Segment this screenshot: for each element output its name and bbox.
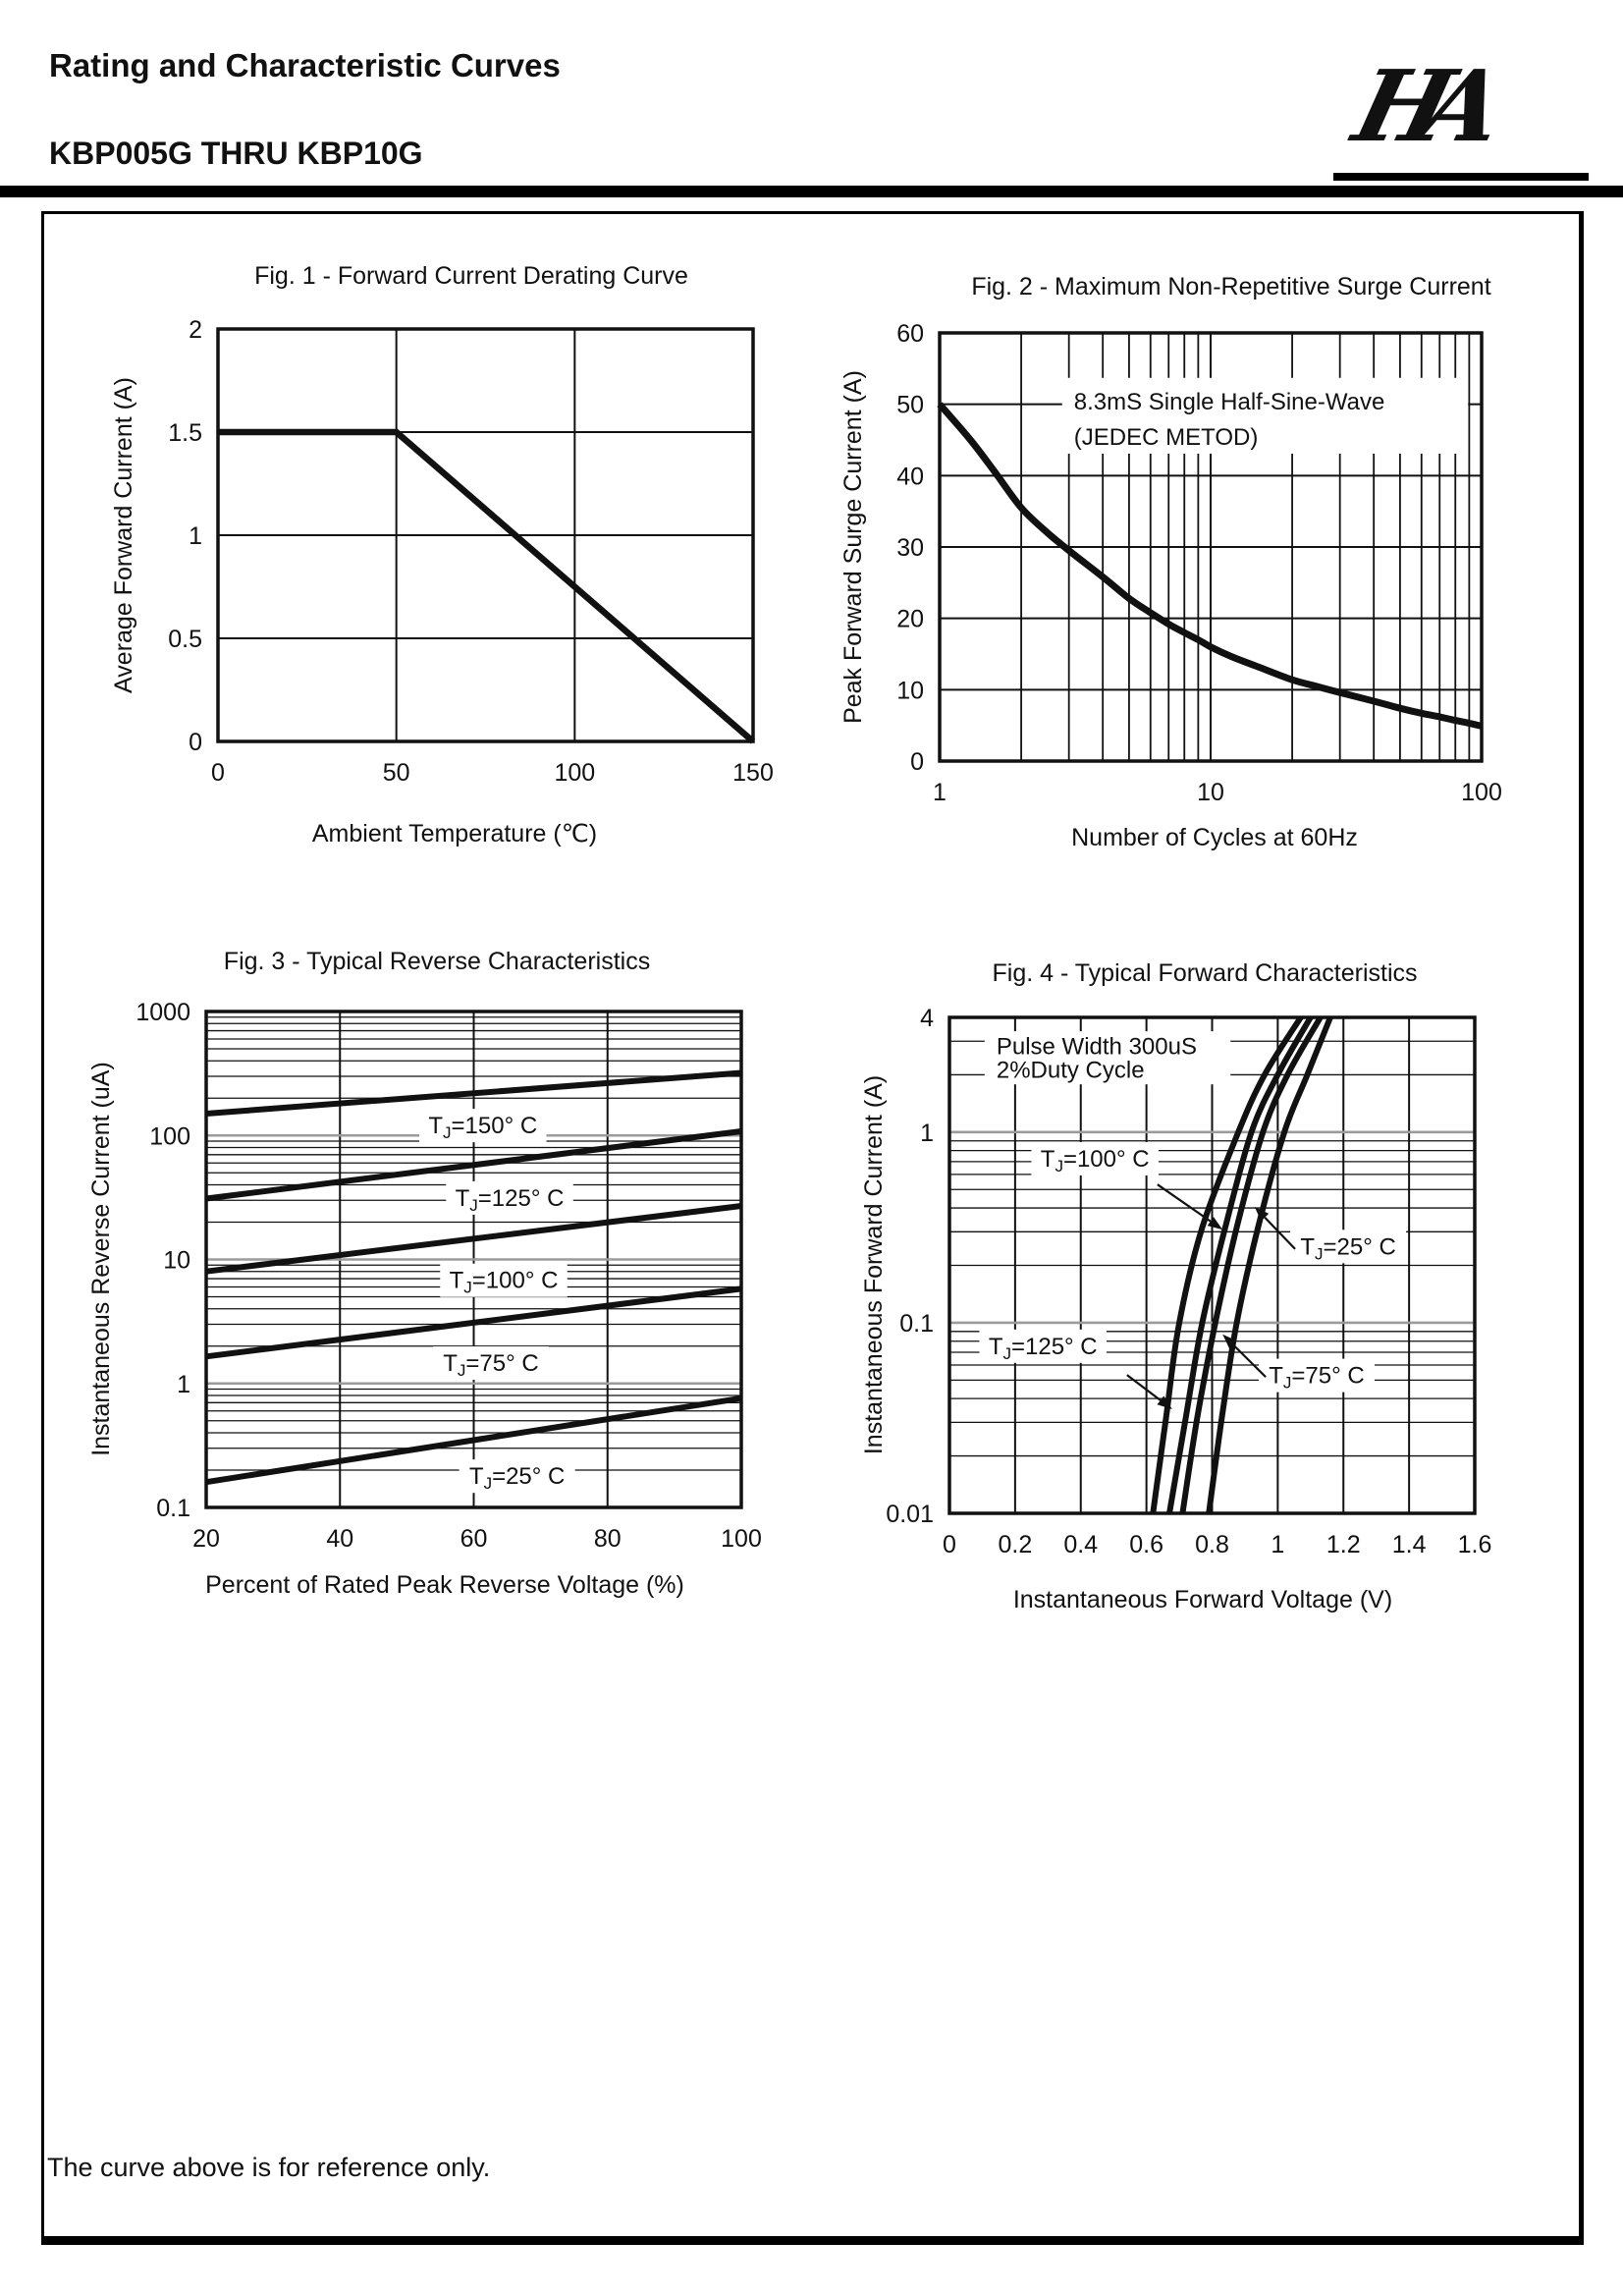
fig3-y-tick: 10 — [163, 1246, 190, 1275]
fig4-grid — [949, 1017, 1475, 1513]
fig1-y-tick: 0 — [189, 729, 202, 756]
fig4-arrow-line — [1127, 1375, 1161, 1400]
logo-underline — [1333, 173, 1589, 181]
fig4-label-75: $T_J=75^\circ$ C — [1269, 1362, 1365, 1393]
fig4-annotation-line: 2%Duty Cycle — [996, 1057, 1145, 1084]
fig3-title: Fig. 3 - Typical Reverse Characteristics — [223, 948, 651, 975]
fig1-y-tick: 1.5 — [168, 419, 202, 447]
fig4-label-125: $T_J=125^\circ$ C — [988, 1333, 1098, 1363]
fig1-title: Fig. 1 - Forward Current Derating Curve — [254, 262, 688, 290]
fig1-y-tick: 2 — [189, 316, 202, 344]
fig2-ylabel: Peak Forward Surge Current (A) — [839, 370, 867, 724]
fig3-x-tick: 20 — [192, 1525, 220, 1553]
fig3-x-tick: 100 — [721, 1525, 762, 1553]
fig4-x-tick: 1.2 — [1325, 1531, 1361, 1558]
header-rule — [0, 186, 1623, 197]
fig1-y-tick: 0.5 — [168, 626, 202, 653]
page-title: Rating and Characteristic Curves — [49, 47, 561, 83]
fig2-title: Fig. 2 - Maximum Non-Repetitive Surge Current — [971, 273, 1491, 301]
fig1-y-tick: 1 — [189, 522, 202, 550]
fig1-x-tick: 50 — [382, 759, 410, 787]
fig4-x-tick: 1.6 — [1457, 1531, 1492, 1558]
fig3-label-100: $T_J=100^\circ$ C — [449, 1267, 559, 1297]
fig4-y-tick: 4 — [920, 1005, 934, 1032]
fig4-x-tick: 0.2 — [998, 1531, 1033, 1558]
fig2-annotation-line: (JEDEC METOD) — [1073, 423, 1259, 451]
fig4-x-tick: 0.4 — [1063, 1531, 1099, 1558]
fig2-x-tick: 1 — [933, 779, 947, 806]
fig2-xlabel: Number of Cycles at 60Hz — [1071, 824, 1358, 851]
fig1-x-tick: 0 — [211, 759, 225, 787]
fig4-xlabel: Instantaneous Forward Voltage (V) — [1012, 1586, 1393, 1613]
fig3-y-tick: 1 — [177, 1370, 190, 1398]
fig4-y-tick: 0.1 — [899, 1309, 934, 1338]
fig1-x-tick: 100 — [554, 759, 596, 787]
fig1-curve-max-average-forward-current — [218, 432, 753, 741]
fig3-x-tick: 40 — [326, 1525, 354, 1553]
fig4-ylabel: Instantaneous Forward Current (A) — [860, 1074, 888, 1455]
fig3-y-tick: 0.1 — [156, 1495, 190, 1522]
fig2-x-tick: 10 — [1197, 779, 1224, 806]
fig1-x-tick: 150 — [732, 759, 774, 787]
reference-note: The curve above is for reference only. — [47, 2153, 491, 2182]
fig3-x-tick: 60 — [460, 1525, 488, 1553]
fig4-title: Fig. 4 - Typical Forward Characteristics — [992, 959, 1418, 987]
fig3-label-125: $T_J=125^\circ$ C — [455, 1184, 565, 1215]
fig1-ylabel: Average Forward Current (A) — [110, 377, 137, 693]
fig2-y-tick: 0 — [910, 748, 924, 776]
fig2-annotation-line: 8.3mS Single Half-Sine-Wave — [1073, 389, 1385, 416]
fig2-y-tick: 10 — [896, 677, 924, 705]
fig2-y-tick: 20 — [896, 605, 924, 633]
part-range-title: KBP005G THRU KBP10G — [49, 136, 423, 171]
fig3-label-75: $T_J=75^\circ$ C — [443, 1350, 539, 1381]
fig3-ylabel: Instantaneous Reverse Current (uA) — [87, 1062, 115, 1456]
fig4-annotation-line: Pulse Width 300uS — [996, 1033, 1197, 1061]
fig4-y-tick: 1 — [920, 1119, 934, 1147]
fig1-grid — [218, 329, 753, 741]
fig2-y-tick: 60 — [896, 320, 924, 348]
fig4-chart — [839, 903, 1623, 1669]
fig4-x-tick: 0.6 — [1129, 1531, 1164, 1558]
fig4-y-tick: 0.01 — [886, 1501, 934, 1528]
fig3-xlabel: Percent of Rated Peak Reverse Voltage (%) — [205, 1571, 684, 1599]
fig4-x-tick: 0.8 — [1195, 1531, 1229, 1558]
fig3-label-25: $T_J=25^\circ$ C — [468, 1463, 566, 1494]
fig4-arrow-head — [1208, 1217, 1222, 1230]
fig3-y-tick: 1000 — [135, 999, 190, 1026]
fig4-x-tick: 1.4 — [1391, 1531, 1427, 1558]
fig2-y-tick: 40 — [896, 463, 924, 491]
brand-logo: HA — [1343, 48, 1491, 164]
fig2-y-tick: 50 — [896, 391, 924, 419]
fig3-x-tick: 80 — [593, 1525, 622, 1553]
fig4-label-100: $T_J=100^\circ$ C — [1040, 1145, 1150, 1175]
fig2-chart — [839, 226, 1623, 913]
fig4-label-25: $T_J=25^\circ$ C — [1300, 1233, 1396, 1264]
fig4-x-tick: 0 — [943, 1531, 956, 1558]
fig1-xlabel: Ambient Temperature (℃) — [311, 820, 598, 847]
fig4-x-tick: 1 — [1271, 1531, 1285, 1558]
fig1-chart — [59, 226, 844, 913]
fig3-label-150: $T_J=150^\circ$ C — [428, 1113, 538, 1143]
fig2-x-tick: 100 — [1461, 779, 1502, 806]
fig3-chart — [59, 903, 844, 1669]
fig3-y-tick: 100 — [149, 1122, 190, 1151]
fig2-y-tick: 30 — [896, 534, 924, 562]
